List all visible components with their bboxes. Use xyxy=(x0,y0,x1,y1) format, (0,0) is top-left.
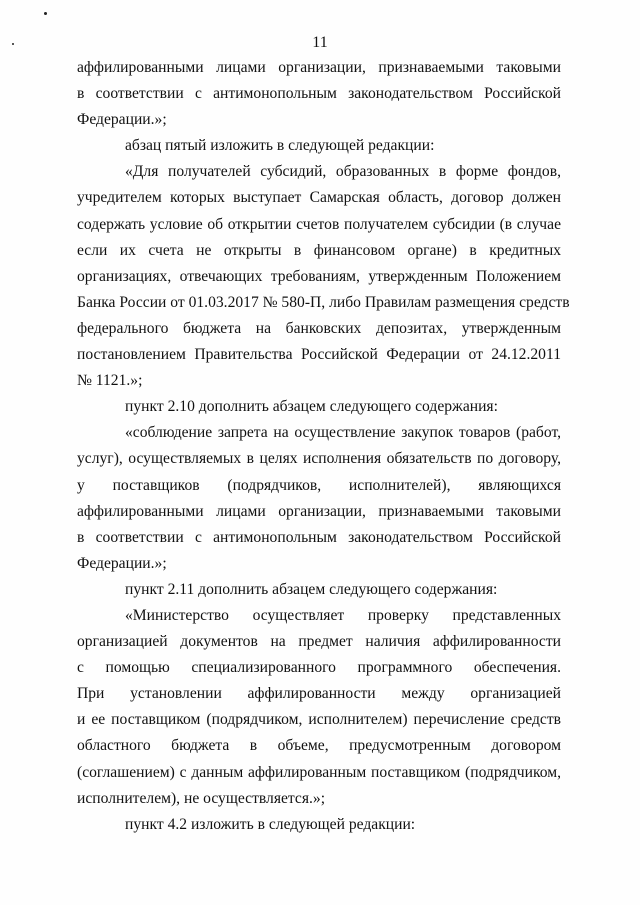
text-line: «Министерство осуществляет проверку представленных xyxy=(125,606,561,624)
text-line: При установлении аффилированности между организацией xyxy=(77,685,561,703)
text-line: Федерации.»; xyxy=(77,554,167,572)
text-line: услуг), осуществляемых в целях исполнения обязательств по договору, xyxy=(77,450,561,468)
text-line: организациях, отвечающих требованиям, утвержденным Положением xyxy=(77,267,561,285)
text-line: в соответствии с антимонопольным законодательством Российской xyxy=(77,85,561,103)
page-number: 11 xyxy=(312,34,328,51)
text-line: «соблюдение запрета на осуществление закупок товаров (работ, xyxy=(125,424,561,442)
text-line: с помощью специализированного программного обеспечения. xyxy=(77,659,561,677)
text-line: если их счета не открыты в финансовом органе) в кредитных xyxy=(77,241,561,259)
text-line: и ее поставщиком (подрядчиком, исполнителем) перечисление средств xyxy=(77,711,561,729)
text-line: № 1121.»; xyxy=(77,372,143,390)
text-line: исполнителем), не осуществляется.»; xyxy=(77,789,326,807)
text-line: областного бюджета в объеме, предусмотренным договором xyxy=(77,737,561,755)
text-line: пункт 2.10 дополнить абзацем следующего содержания: xyxy=(125,398,498,416)
text-line: постановлением Правительства Российской Федерации от 24.12.2011 xyxy=(77,346,561,364)
text-line: в соответствии с антимонопольным законодательством Российской xyxy=(77,528,561,546)
scan-speck xyxy=(44,12,47,15)
text-line: «Для получателей субсидий, образованных в форме фондов, xyxy=(125,163,561,181)
text-line: аффилированными лицами организации, признаваемыми таковыми xyxy=(77,59,561,76)
text-line: абзац пятый изложить в следующей редакции: xyxy=(125,137,435,155)
text-line: (соглашением) с данным аффилированным поставщиком (подрядчиком, xyxy=(77,763,561,781)
text-line: федерального бюджета на банковских депозитах, утвержденным xyxy=(77,319,561,337)
text-line: пункт 2.11 дополнить абзацем следующего содержания: xyxy=(125,580,498,598)
text-line: содержать условие об открытии счетов получателем субсидии (в случае xyxy=(77,215,561,233)
text-line: Банка России от 01.03.2017 № 580-П, либо Правилам размещения средств xyxy=(77,293,570,311)
text-line: пункт 4.2 изложить в следующей редакции: xyxy=(125,815,416,833)
text-line: у поставщиков (подрядчиков, исполнителей), являющихся xyxy=(77,476,561,494)
text-line: организацией документов на предмет наличия аффилированности xyxy=(77,633,561,651)
text-line: аффилированными лицами организации, признаваемыми таковыми xyxy=(77,502,561,520)
text-line: Федерации.»; xyxy=(77,111,167,129)
text-line: учредителем которых выступает Самарская область, договор должен xyxy=(77,189,561,207)
document-body xyxy=(77,58,570,841)
